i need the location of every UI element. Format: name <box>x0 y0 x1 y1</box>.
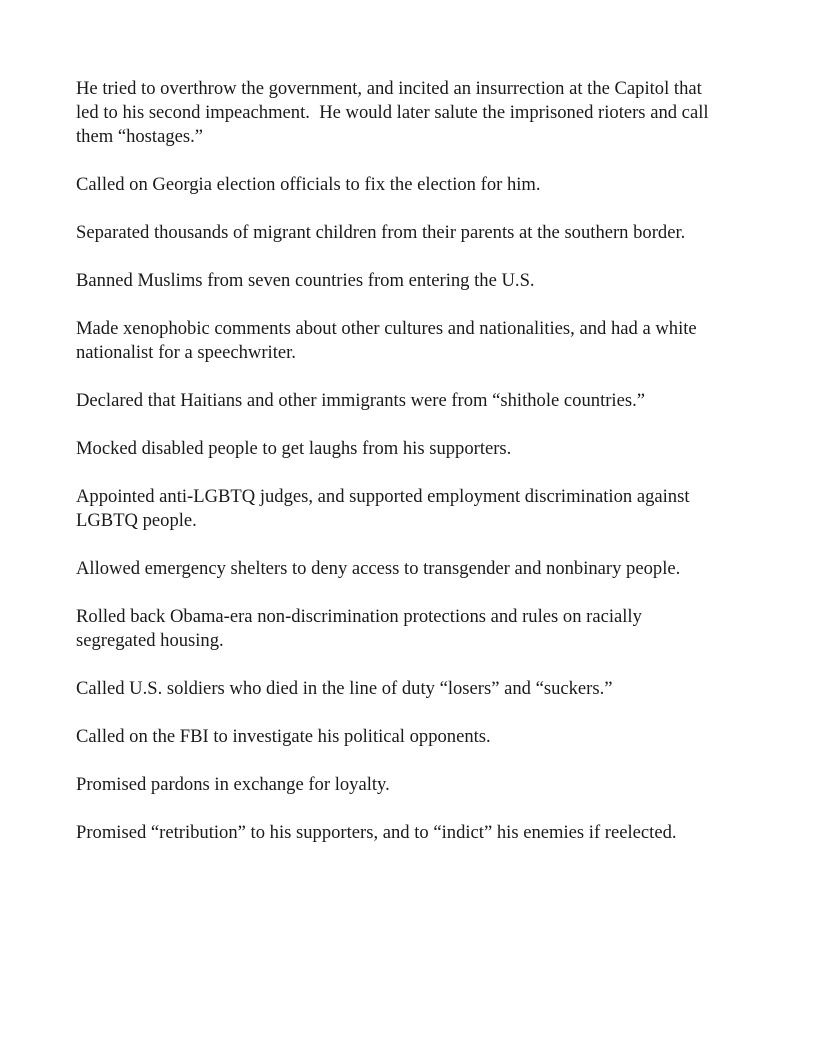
paragraph-soldiers: Called U.S. soldiers who died in the line of duty “losers” and “suckers.” <box>76 678 613 699</box>
paragraph-migrant-children: Separated thousands of migrant children from their parents at the southern border. <box>76 222 686 243</box>
paragraph-fbi: Called on the FBI to investigate his political opponents. <box>76 726 491 747</box>
paragraph-haitians: Declared that Haitians and other immigrants were from “shithole countries.” <box>76 390 645 411</box>
paragraph-mocked-disabled: Mocked disabled people to get laughs from his supporters. <box>76 438 512 459</box>
document-body <box>76 77 726 869</box>
paragraph-housing-protections: Rolled back Obama-era non-discrimination protections and rules on racially segregated housing. <box>76 606 647 651</box>
paragraph-georgia: Called on Georgia election officials to fix the election for him. <box>76 174 541 195</box>
paragraph-retribution: Promised “retribution” to his supporters, and to “indict” his enemies if reelected. <box>76 822 677 843</box>
paragraph-pardons: Promised pardons in exchange for loyalty. <box>76 774 390 795</box>
paragraph-insurrection: He tried to overthrow the government, and incited an insurrection at the Capitol that led to his second impeachment. He would later salute the imprisoned rioters and call them “hostages.” <box>76 78 714 147</box>
paragraph-emergency-shelters: Allowed emergency shelters to deny access to transgender and nonbinary people. <box>76 558 681 579</box>
paragraph-xenophobic-comments: Made xenophobic comments about other cultures and nationalities, and had a white nationalist for a speechwriter. <box>76 318 702 363</box>
paragraph-lgbtq-judges: Appointed anti-LGBTQ judges, and supported employment discrimination against LGBTQ people. <box>76 486 695 531</box>
paragraph-muslim-ban: Banned Muslims from seven countries from entering the U.S. <box>76 270 535 291</box>
